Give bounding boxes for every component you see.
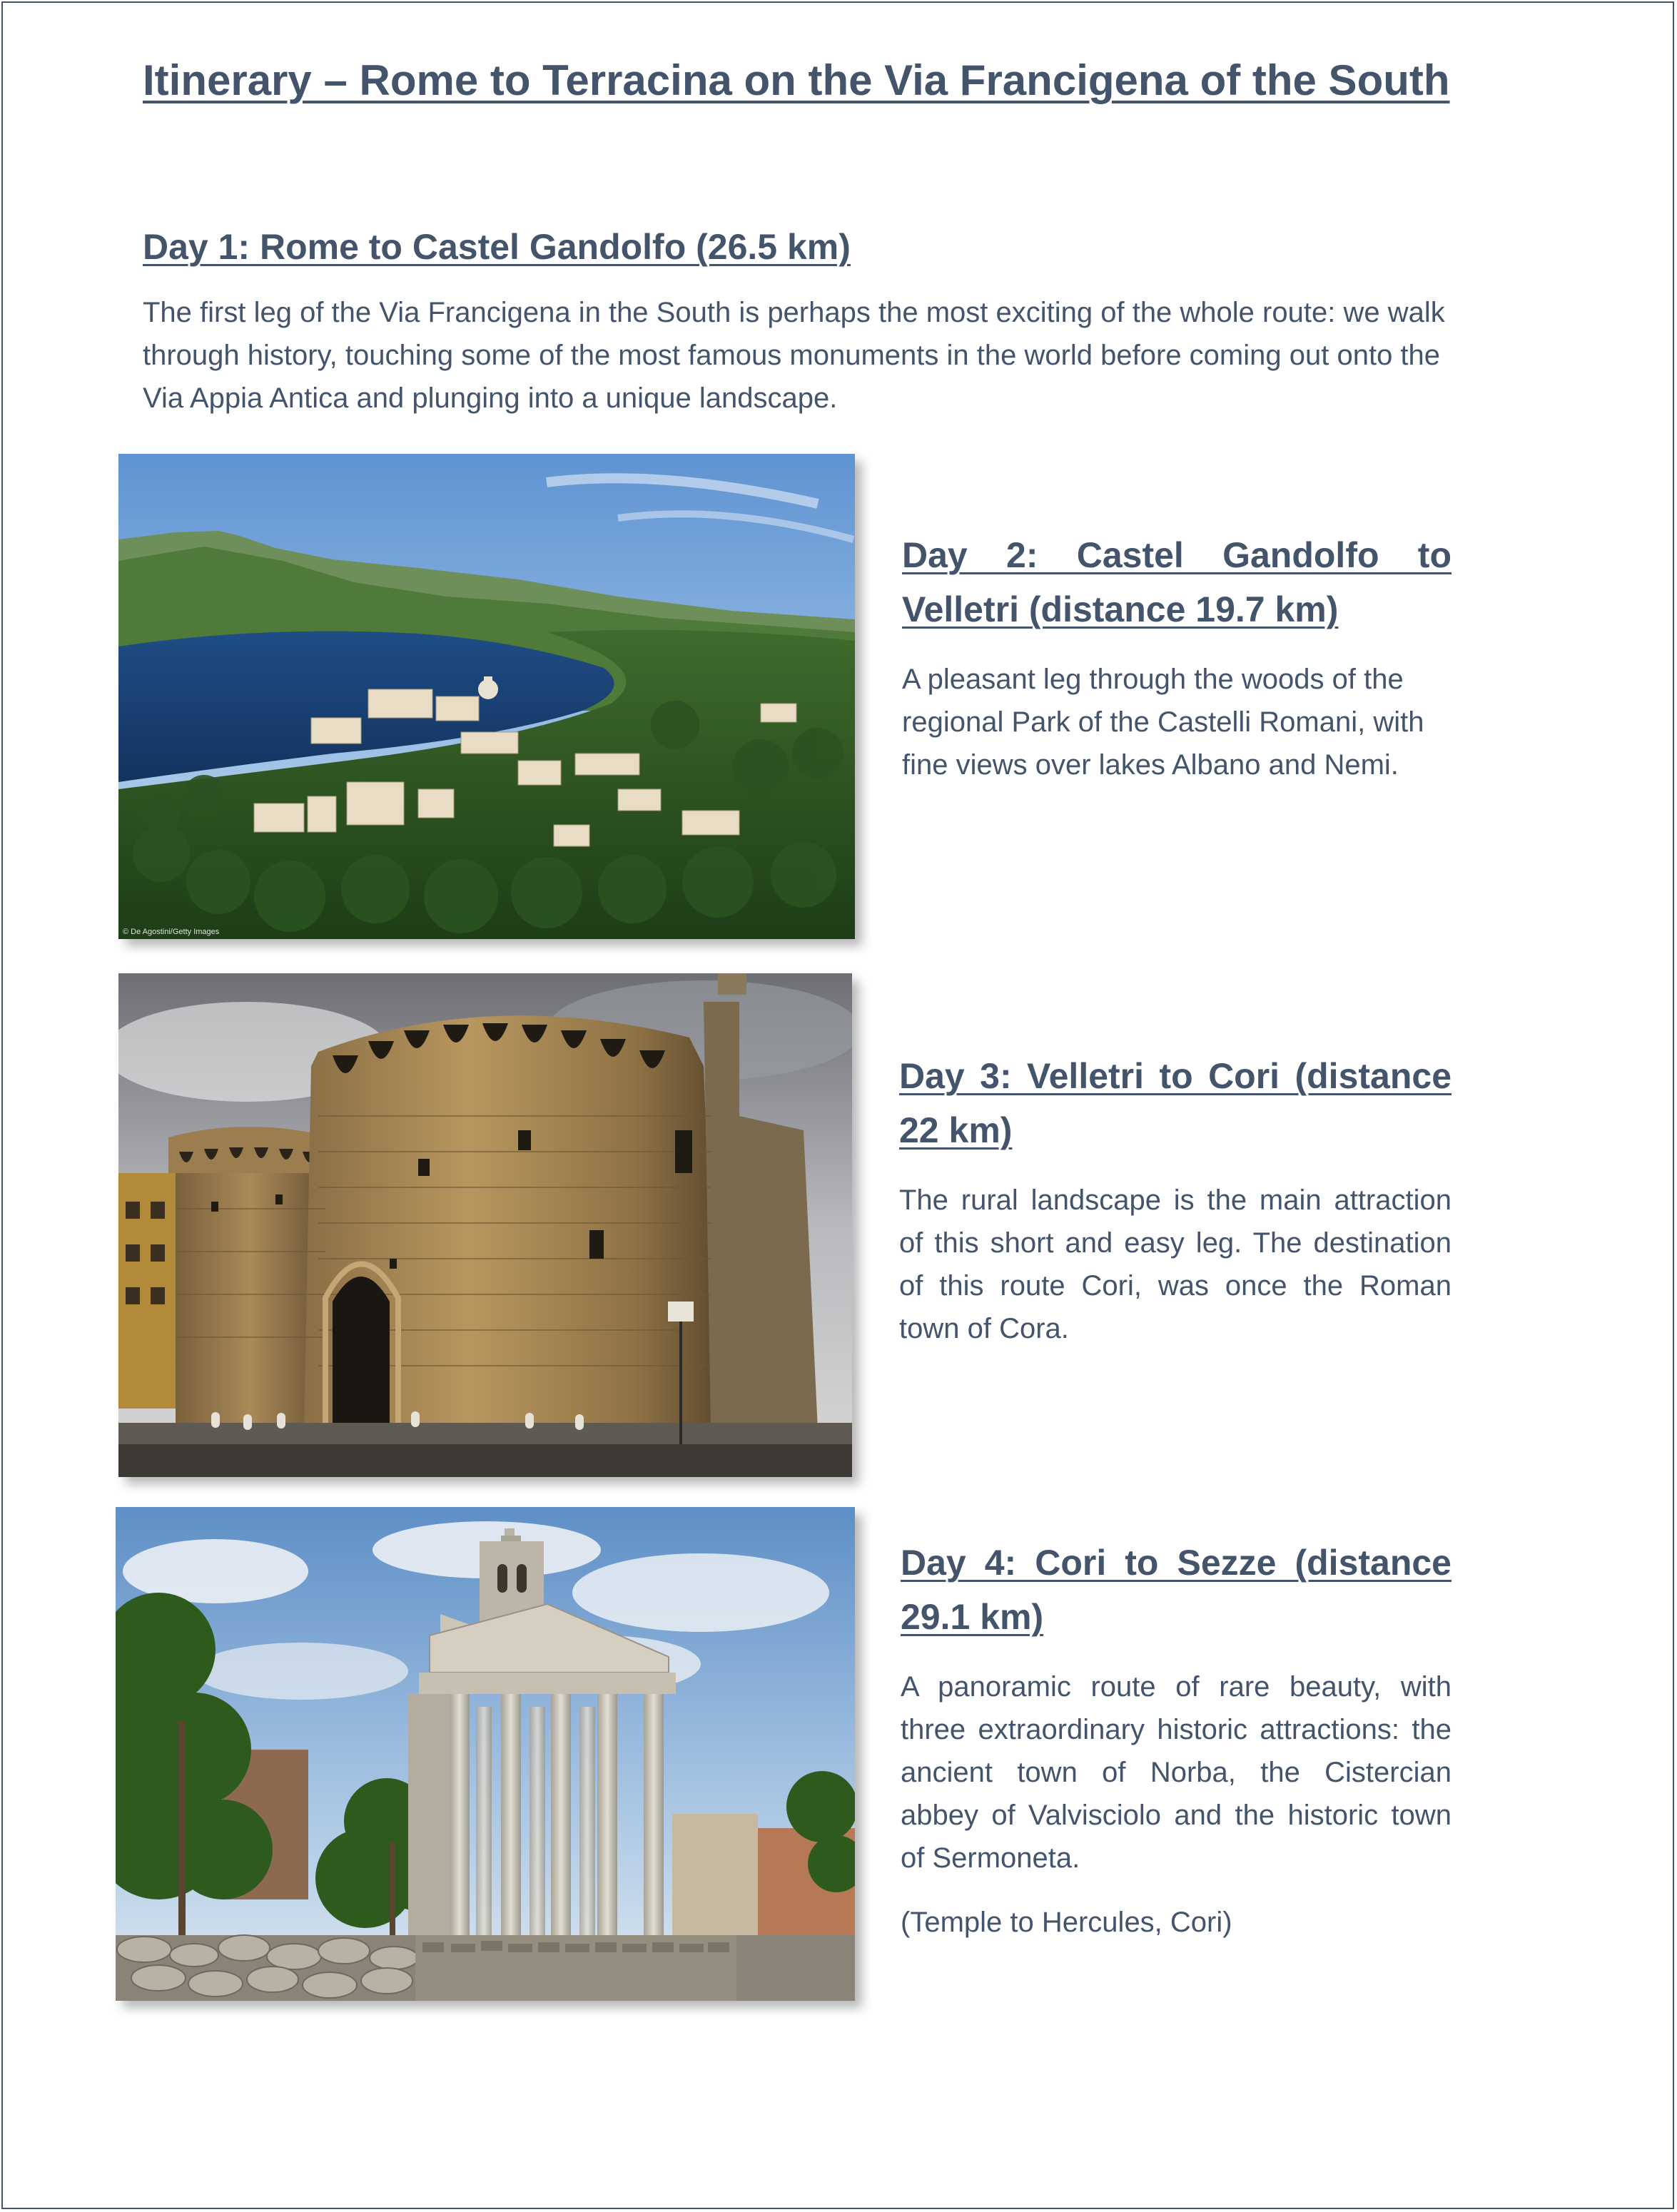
document-title: Itinerary – Rome to Terracina on the Via Francigena of the South bbox=[143, 56, 1450, 104]
day-3-heading: Day 3: Velletri to Cori (distance 22 km) bbox=[899, 1056, 1451, 1150]
day-4-description: A panoramic route of rare beauty, with three extraordinary historic attractions: the ancient town of Norba, the Cistercian abbey of Valvisciolo and the historic town of Sermoneta. bbox=[901, 1671, 1451, 1874]
temple-of-hercules-photo bbox=[116, 1507, 855, 2001]
photo-caption: (Temple to Hercules, Cori) bbox=[901, 1907, 1232, 1938]
day-1-heading: Day 1: Rome to Castel Gandolfo (26.5 km) bbox=[143, 227, 851, 267]
day-2-heading: Day 2: Castel Gandolfo to Velletri (distance 19.7 km) bbox=[902, 535, 1451, 629]
day-3-description: The rural landscape is the main attraction of this short and easy leg. The destination of this route Cori, was once the Roman town of Cora. bbox=[899, 1184, 1451, 1344]
castel-gandolfo-photo bbox=[118, 454, 855, 939]
day-2-section bbox=[902, 528, 1451, 786]
fortress-photo bbox=[118, 973, 852, 1477]
day-3-section bbox=[899, 1049, 1451, 1350]
day-4-heading: Day 4: Cori to Sezze (distance 29.1 km) bbox=[901, 1543, 1451, 1637]
day-1-description: The first leg of the Via Francigena in the South is perhaps the most exciting of the whole route: we walk through history, touching some of the most famous monuments in the world before coming out onto the Via Appia Antica and plunging into a unique landscape. bbox=[143, 297, 1445, 414]
day-2-description: A pleasant leg through the woods of the regional Park of the Castelli Romani, with fine views over lakes Albano and Nemi. bbox=[902, 664, 1424, 781]
day-1-section bbox=[143, 220, 1451, 420]
day-4-section bbox=[901, 1536, 1451, 1944]
photo-credit: © De Agostini/Getty Images bbox=[123, 928, 220, 936]
